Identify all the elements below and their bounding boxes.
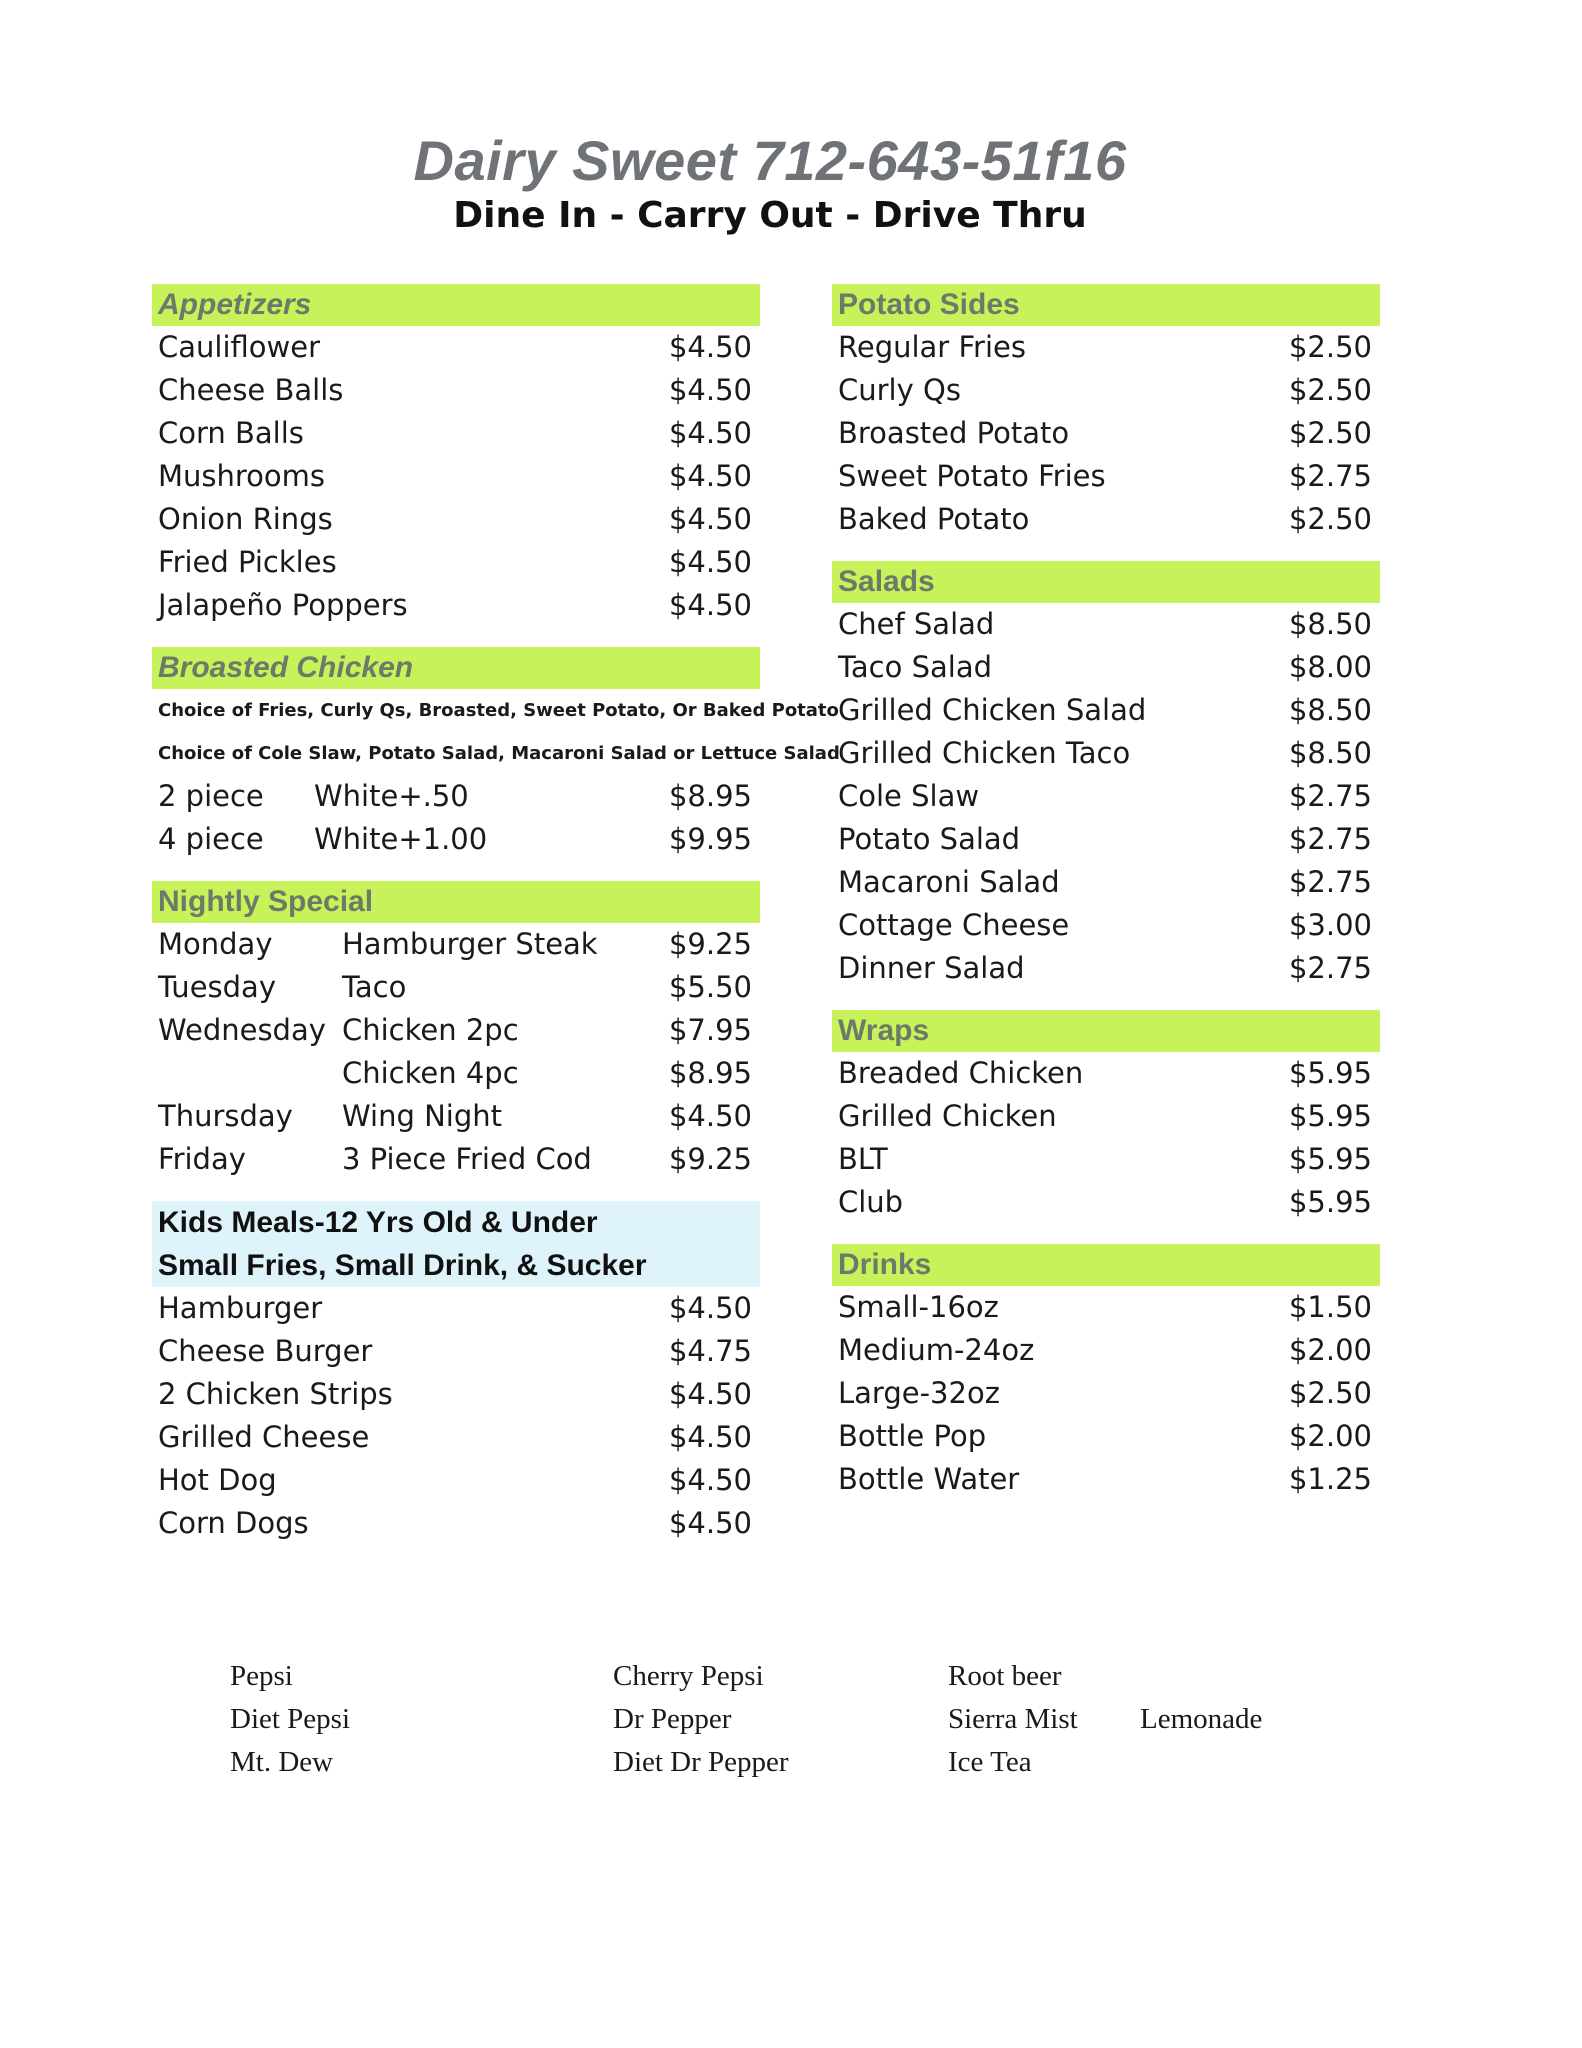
item-day: Friday bbox=[158, 1142, 246, 1176]
menu-item bbox=[832, 498, 1380, 541]
menu-item bbox=[832, 689, 1380, 732]
item-price: $9.25 bbox=[668, 1142, 752, 1176]
item-price: $8.50 bbox=[1288, 607, 1372, 641]
section-broasted-chicken bbox=[152, 647, 840, 861]
menu-item bbox=[152, 584, 760, 627]
item-price: $4.50 bbox=[668, 1099, 752, 1133]
section-potato-sides bbox=[832, 284, 1380, 541]
menu-item bbox=[152, 369, 760, 412]
section-wraps bbox=[832, 1010, 1380, 1224]
item-name: Medium-24oz bbox=[838, 1333, 1035, 1367]
item-price: $4.75 bbox=[668, 1334, 752, 1368]
item-price: $1.25 bbox=[1288, 1462, 1372, 1496]
menu-item bbox=[152, 1502, 760, 1545]
item-name: Onion Rings bbox=[158, 502, 333, 536]
item-price: $8.95 bbox=[668, 1056, 752, 1090]
flavor-name: Cherry Pepsi bbox=[613, 1660, 764, 1692]
menu-item bbox=[832, 369, 1380, 412]
item-price: $2.75 bbox=[1288, 865, 1372, 899]
item-name: Large-32oz bbox=[838, 1376, 1000, 1410]
section-header: Wraps bbox=[832, 1010, 1380, 1052]
item-price: $5.95 bbox=[1288, 1185, 1372, 1219]
item-item: Wing Night bbox=[342, 1099, 503, 1133]
flavor-name: Lemonade bbox=[1140, 1703, 1263, 1735]
flavor-name: Pepsi bbox=[230, 1660, 293, 1692]
item-name: Chef Salad bbox=[838, 607, 995, 641]
flavor-name: Diet Pepsi bbox=[230, 1703, 351, 1735]
item-price: $2.00 bbox=[1288, 1419, 1372, 1453]
item-item: Chicken 2pc bbox=[342, 1013, 519, 1047]
item-day bbox=[158, 1052, 342, 1095]
menu-item bbox=[152, 1287, 760, 1330]
item-price: $7.95 bbox=[668, 1013, 752, 1047]
item-price: $2.75 bbox=[1288, 822, 1372, 856]
flavor-name: Dr Pepper bbox=[613, 1703, 732, 1735]
item-name: 2 Chicken Strips bbox=[158, 1377, 393, 1411]
item-name: Dinner Salad bbox=[838, 951, 1025, 985]
flavor-column bbox=[230, 1655, 350, 1784]
menu-item bbox=[152, 775, 760, 818]
item-name: Grilled Cheese bbox=[158, 1420, 370, 1454]
item-day: Monday bbox=[158, 927, 273, 961]
section-kids-meals bbox=[152, 1201, 760, 1545]
section-header: Broasted Chicken bbox=[152, 647, 760, 689]
menu-item bbox=[832, 1181, 1380, 1224]
section-note: Choice of Cole Slaw, Potato Salad, Macaroni Salad or Lettuce Salad bbox=[158, 743, 840, 764]
menu-item bbox=[152, 1416, 760, 1459]
item-price: $5.95 bbox=[1288, 1056, 1372, 1090]
flavor-column bbox=[948, 1655, 1078, 1784]
item-price: $1.50 bbox=[1288, 1290, 1372, 1324]
section-header: Salads bbox=[832, 561, 1380, 603]
menu-item bbox=[152, 326, 760, 369]
item-price: $5.95 bbox=[1288, 1142, 1372, 1176]
menu-item bbox=[832, 1329, 1380, 1372]
item-price: $4.50 bbox=[668, 545, 752, 579]
menu-item bbox=[152, 1138, 760, 1181]
flavor-name bbox=[1140, 1741, 1262, 1784]
menu-item bbox=[832, 818, 1380, 861]
section-header: Potato Sides bbox=[832, 284, 1380, 326]
item-name: Corn Dogs bbox=[158, 1506, 309, 1540]
item-price: $4.50 bbox=[668, 588, 752, 622]
menu-list bbox=[832, 603, 1380, 990]
item-price: $9.25 bbox=[668, 927, 752, 961]
item-price: $9.95 bbox=[668, 822, 752, 856]
menu-item bbox=[832, 1095, 1380, 1138]
item-price: $2.75 bbox=[1288, 459, 1372, 493]
item-name: Bottle Pop bbox=[838, 1419, 987, 1453]
menu-list bbox=[832, 1286, 1380, 1501]
menu-item bbox=[152, 1459, 760, 1502]
item-price: $2.75 bbox=[1288, 779, 1372, 813]
item-name: Hot Dog bbox=[158, 1463, 277, 1497]
menu-item bbox=[832, 1052, 1380, 1095]
item-name: Small-16oz bbox=[838, 1290, 999, 1324]
menu-list bbox=[152, 923, 760, 1181]
section-header bbox=[152, 1201, 760, 1287]
menu-item bbox=[832, 326, 1380, 369]
item-name: Cottage Cheese bbox=[838, 908, 1070, 942]
item-name: Corn Balls bbox=[158, 416, 304, 450]
page-subtitle: Dine In - Carry Out - Drive Thru bbox=[453, 195, 1087, 236]
right-column bbox=[832, 284, 1380, 1501]
item-name: BLT bbox=[838, 1142, 888, 1176]
kids-title: Kids Meals-12 Yrs Old & Under bbox=[158, 1206, 598, 1239]
menu-item bbox=[832, 646, 1380, 689]
item-option: White+1.00 bbox=[314, 822, 488, 856]
item-name: Cheese Balls bbox=[158, 373, 344, 407]
menu-item bbox=[832, 455, 1380, 498]
item-price: $4.50 bbox=[668, 1377, 752, 1411]
item-name: Macaroni Salad bbox=[838, 865, 1060, 899]
flavor-name: Ice Tea bbox=[948, 1746, 1032, 1778]
item-price: $8.95 bbox=[668, 779, 752, 813]
menu-item bbox=[152, 923, 760, 966]
item-size: 2 piece bbox=[158, 779, 264, 813]
item-day: Wednesday bbox=[158, 1013, 326, 1047]
menu-list bbox=[152, 1287, 760, 1545]
item-name: Breaded Chicken bbox=[838, 1056, 1084, 1090]
menu-item bbox=[152, 1373, 760, 1416]
menu-list bbox=[152, 326, 760, 627]
item-name: Club bbox=[838, 1185, 904, 1219]
item-price: $4.50 bbox=[668, 373, 752, 407]
menu-list bbox=[832, 326, 1380, 541]
item-price: $5.50 bbox=[668, 970, 752, 1004]
menu-item bbox=[152, 412, 760, 455]
item-name: Taco Salad bbox=[838, 650, 993, 684]
item-price: $2.50 bbox=[1288, 1376, 1372, 1410]
section-appetizers bbox=[152, 284, 760, 627]
item-price: $2.50 bbox=[1288, 416, 1372, 450]
flavor-column bbox=[613, 1655, 789, 1784]
item-size: 4 piece bbox=[158, 822, 264, 856]
item-option: White+.50 bbox=[314, 779, 469, 813]
item-day: Tuesday bbox=[158, 970, 276, 1004]
item-price: $4.50 bbox=[668, 1506, 752, 1540]
item-price: $4.50 bbox=[668, 330, 752, 364]
menu-item bbox=[152, 1330, 760, 1373]
item-name: Sweet Potato Fries bbox=[838, 459, 1106, 493]
item-price: $8.50 bbox=[1288, 736, 1372, 770]
item-item: Taco bbox=[342, 970, 407, 1004]
item-name: Fried Pickles bbox=[158, 545, 337, 579]
item-name: Grilled Chicken Salad bbox=[838, 693, 1147, 727]
menu-item bbox=[832, 1458, 1380, 1501]
flavor-name: Mt. Dew bbox=[230, 1746, 334, 1778]
menu-item bbox=[152, 498, 760, 541]
item-name: Curly Qs bbox=[838, 373, 961, 407]
item-name: Grilled Chicken Taco bbox=[838, 736, 1131, 770]
section-header: Appetizers bbox=[152, 284, 760, 326]
item-name: Bottle Water bbox=[838, 1462, 1020, 1496]
section-nightly-special bbox=[152, 881, 760, 1181]
menu-item bbox=[152, 1052, 760, 1095]
menu-item bbox=[832, 732, 1380, 775]
item-price: $4.50 bbox=[668, 459, 752, 493]
menu-item bbox=[832, 412, 1380, 455]
menu-list bbox=[832, 1052, 1380, 1224]
flavor-name bbox=[1140, 1655, 1262, 1698]
item-item: Hamburger Steak bbox=[342, 927, 598, 961]
menu-item bbox=[152, 966, 760, 1009]
item-name: Grilled Chicken bbox=[838, 1099, 1057, 1133]
flavor-column bbox=[1140, 1655, 1262, 1784]
menu-item bbox=[152, 1095, 760, 1138]
flavor-name: Sierra Mist bbox=[948, 1703, 1078, 1735]
section-note: Choice of Fries, Curly Qs, Broasted, Sweet Potato, Or Baked Potato bbox=[158, 700, 839, 721]
item-price: $3.00 bbox=[1288, 908, 1372, 942]
flavor-name: Root beer bbox=[948, 1660, 1062, 1692]
menu-item bbox=[152, 541, 760, 584]
menu-item bbox=[152, 1009, 760, 1052]
menu-item bbox=[832, 775, 1380, 818]
item-price: $2.50 bbox=[1288, 502, 1372, 536]
item-name: Broasted Potato bbox=[838, 416, 1070, 450]
item-name: Baked Potato bbox=[838, 502, 1030, 536]
item-price: $8.50 bbox=[1288, 693, 1372, 727]
item-name: Cole Slaw bbox=[838, 779, 980, 813]
item-item: 3 Piece Fried Cod bbox=[342, 1142, 592, 1176]
item-name: Jalapeño Poppers bbox=[158, 588, 408, 622]
item-name: Regular Fries bbox=[838, 330, 1026, 364]
item-price: $5.95 bbox=[1288, 1099, 1372, 1133]
item-price: $2.50 bbox=[1288, 330, 1372, 364]
kids-subtitle: Small Fries, Small Drink, & Sucker bbox=[158, 1249, 647, 1282]
item-name: Cauliflower bbox=[158, 330, 321, 364]
item-price: $4.50 bbox=[668, 1291, 752, 1325]
item-name: Potato Salad bbox=[838, 822, 1021, 856]
menu-list bbox=[152, 775, 760, 861]
menu-item bbox=[832, 947, 1380, 990]
menu-item bbox=[832, 861, 1380, 904]
item-price: $4.50 bbox=[668, 1463, 752, 1497]
item-price: $4.50 bbox=[668, 416, 752, 450]
menu-item bbox=[152, 455, 760, 498]
item-price: $8.00 bbox=[1288, 650, 1372, 684]
section-drinks bbox=[832, 1244, 1380, 1501]
menu-item bbox=[832, 904, 1380, 947]
item-price: $4.50 bbox=[668, 502, 752, 536]
menu-item bbox=[832, 603, 1380, 646]
item-price: $2.50 bbox=[1288, 373, 1372, 407]
page-title: Dairy Sweet 712-643-51f16 bbox=[413, 129, 1127, 192]
item-name: Cheese Burger bbox=[158, 1334, 373, 1368]
menu-item bbox=[832, 1372, 1380, 1415]
item-name: Mushrooms bbox=[158, 459, 326, 493]
menu-item bbox=[832, 1415, 1380, 1458]
section-header: Nightly Special bbox=[152, 881, 760, 923]
section-header: Drinks bbox=[832, 1244, 1380, 1286]
left-column bbox=[152, 284, 840, 1545]
item-price: $2.00 bbox=[1288, 1333, 1372, 1367]
flavor-name: Diet Dr Pepper bbox=[613, 1746, 789, 1778]
menu-item bbox=[832, 1138, 1380, 1181]
item-name: Hamburger bbox=[158, 1291, 323, 1325]
item-price: $4.50 bbox=[668, 1420, 752, 1454]
item-day: Thursday bbox=[158, 1099, 293, 1133]
section-salads bbox=[832, 561, 1380, 990]
item-price: $2.75 bbox=[1288, 951, 1372, 985]
item-item: Chicken 4pc bbox=[342, 1056, 519, 1090]
menu-item bbox=[832, 1286, 1380, 1329]
menu-item bbox=[152, 818, 760, 861]
